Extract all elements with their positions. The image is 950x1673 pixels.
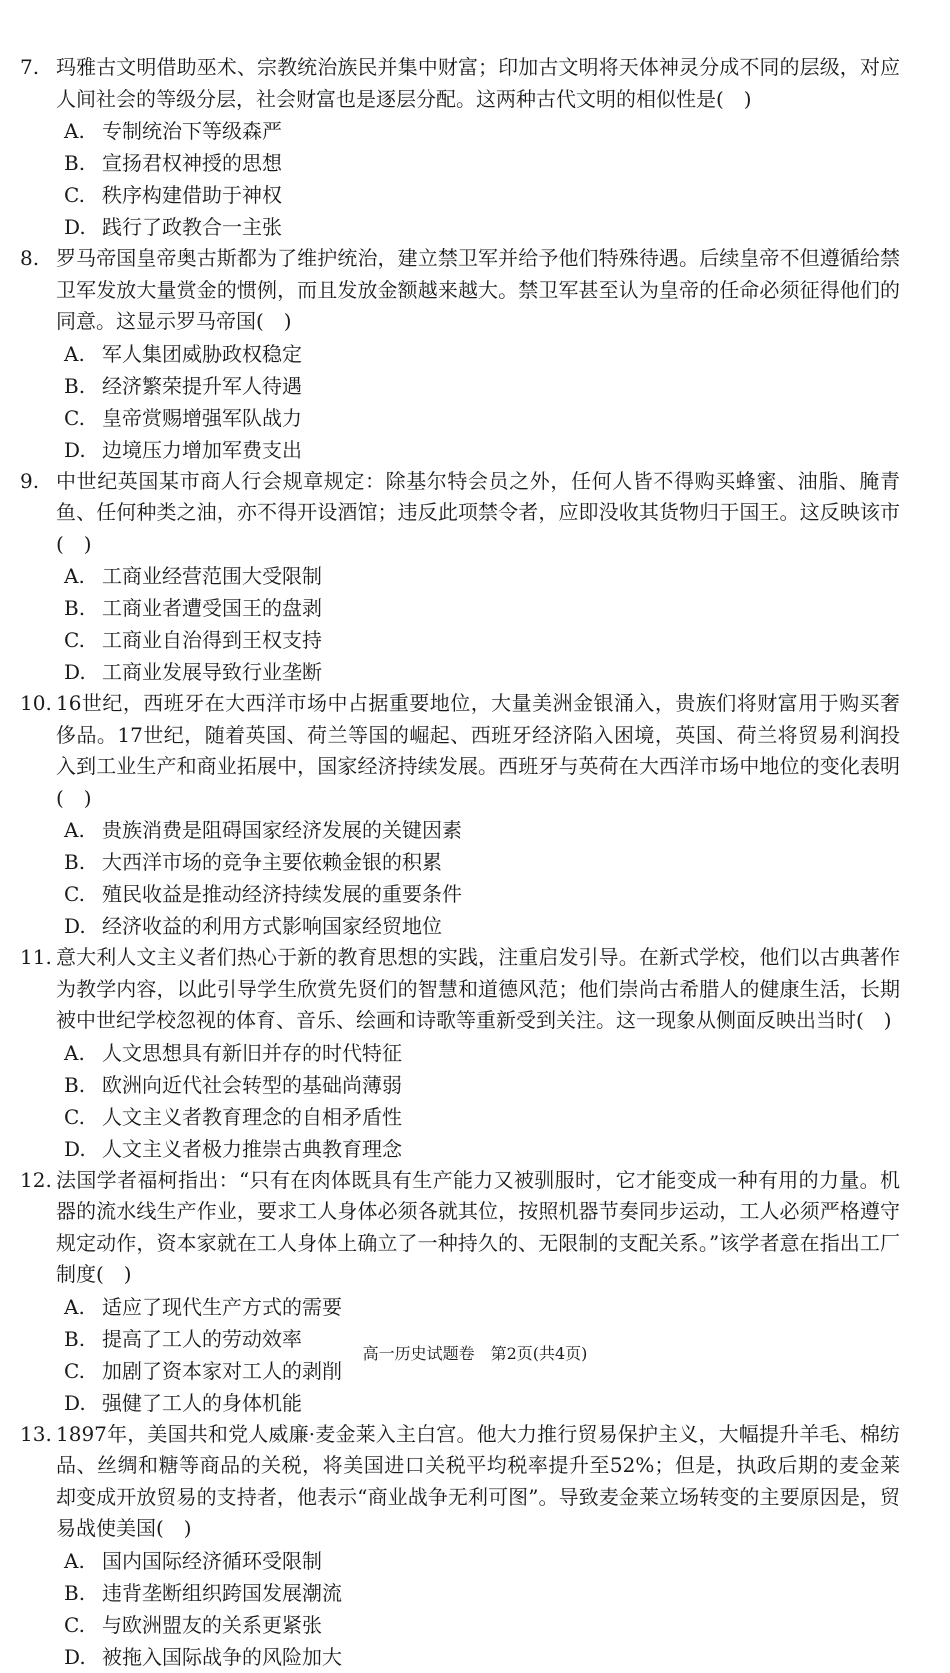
question-number: 12. xyxy=(20,1167,52,1192)
question-9 xyxy=(20,466,900,689)
question-number: 9. xyxy=(20,468,40,493)
option-text: 人文主义者极力推崇古典教育理念 xyxy=(102,1136,402,1161)
exam-page xyxy=(20,52,900,1673)
option-letter: D. xyxy=(64,437,86,462)
question-13 xyxy=(20,1419,900,1673)
option-letter: C. xyxy=(64,1612,85,1637)
option-d xyxy=(64,1387,496,1419)
option-text: 经济繁荣提升军人待遇 xyxy=(102,373,302,398)
options xyxy=(20,1037,900,1165)
option-c xyxy=(64,1101,496,1133)
option-c xyxy=(64,402,496,434)
option-letter: A. xyxy=(64,1294,85,1319)
option-text: 欧洲向近代社会转型的基础尚薄弱 xyxy=(102,1072,402,1097)
question-number: 13. xyxy=(20,1421,52,1446)
option-text: 人文思想具有新旧并存的时代特征 xyxy=(102,1040,402,1065)
options xyxy=(20,115,900,243)
option-b xyxy=(64,147,496,179)
option-text: 国内国际经济循环受限制 xyxy=(102,1548,322,1573)
question-text: 玛雅古文明借助巫术、宗教统治族民并集中财富；印加古文明将天体神灵分成不同的层级，对应人间社会的等级分层，社会财富也是逐层分配。这两种古代文明的相似性是( ) xyxy=(56,55,900,111)
option-d xyxy=(64,910,864,942)
question-text: 16世纪，西班牙在大西洋市场中占据重要地位，大量美洲金银涌入，贵族们将财富用于购买奢侈品。17世纪，随着英国、荷兰等国的崛起、西班牙经济陷入困境，英国、荷兰将贸易利润投入到工业生产和商业拓展中，国家经济持续发展。西班牙与英荷在大西洋市场中地位的变化表明( ) xyxy=(56,691,900,810)
options xyxy=(20,1545,900,1673)
question-stem xyxy=(20,1419,900,1545)
option-text: 提高了工人的劳动效率 xyxy=(102,1326,302,1351)
option-letter: D. xyxy=(64,1136,86,1161)
option-letter: C. xyxy=(64,1104,85,1129)
question-text: 1897年，美国共和党人威廉·麦金莱入主白宫。他大力推行贸易保护主义，大幅提升羊毛、棉纺品、丝绸和糖等商品的关税，将美国进口关税平均税率提升至52%；但是，执政后期的麦金莱却变成开放贸易的支持者，他表示“商业战争无利可图”。导致麦金莱立场转变的主要原因是，贸易战使美国( ) xyxy=(56,1421,900,1540)
option-c xyxy=(64,624,496,656)
option-text: 践行了政教合一主张 xyxy=(102,215,282,239)
option-c xyxy=(64,878,864,910)
option-letter: D. xyxy=(64,660,86,684)
option-text: 秩序构建借助于神权 xyxy=(102,183,282,207)
option-a xyxy=(64,1037,496,1069)
question-stem xyxy=(20,243,900,338)
option-letter: C. xyxy=(64,183,85,207)
option-a xyxy=(64,1291,496,1323)
option-b xyxy=(64,846,864,878)
option-letter: A. xyxy=(64,1040,85,1065)
question-number: 11. xyxy=(20,945,52,969)
question-8 xyxy=(20,243,900,466)
option-text: 大西洋市场的竞争主要依赖金银的积累 xyxy=(102,850,442,874)
option-text: 殖民收益是推动经济持续发展的重要条件 xyxy=(102,882,462,906)
option-d xyxy=(64,1641,496,1673)
options xyxy=(20,338,900,466)
option-a xyxy=(64,115,496,147)
option-a xyxy=(64,1545,496,1577)
question-10 xyxy=(20,688,900,942)
option-text: 贵族消费是阻碍国家经济发展的关键因素 xyxy=(102,818,462,842)
option-text: 适应了现代生产方式的需要 xyxy=(102,1294,342,1319)
option-text: 经济收益的利用方式影响国家经贸地位 xyxy=(102,914,442,938)
question-text: 中世纪英国某市商人行会规章规定：除基尔特会员之外，任何人皆不得购买蜂蜜、油脂、腌青鱼、任何种类之油，亦不得开设酒馆；违反此项禁令者，应即没收其货物归于国王。这反映该市( ) xyxy=(56,468,900,556)
option-letter: C. xyxy=(64,1358,85,1383)
options xyxy=(20,560,900,688)
option-letter: D. xyxy=(64,215,86,239)
option-text: 宣扬君权神授的思想 xyxy=(102,151,282,175)
option-text: 专制统治下等级森严 xyxy=(102,119,282,143)
option-a xyxy=(64,560,496,592)
option-letter: A. xyxy=(64,564,85,588)
question-text: 意大利人文主义者们热心于新的教育思想的实践，注重启发引导。在新式学校，他们以古典著作为教学内容，以此引导学生欣赏先贤们的智慧和道德风范；他们崇尚古希腊人的健康生活，长期被中世纪学校忽视的体育、音乐、绘画和诗歌等重新受到关注。这一现象从侧面反映出当时( ) xyxy=(56,945,900,1032)
option-text: 工商业经营范围大受限制 xyxy=(102,564,322,588)
page-footer: 高一历史试题卷 第2页(共4页) xyxy=(362,1344,588,1363)
option-letter: C. xyxy=(64,405,85,430)
option-text: 工商业发展导致行业垄断 xyxy=(102,660,322,684)
option-text: 人文主义者教育理念的自相矛盾性 xyxy=(102,1104,402,1129)
option-letter: C. xyxy=(64,628,85,652)
option-b xyxy=(64,1577,496,1609)
option-text: 工商业者遭受国王的盘剥 xyxy=(102,596,322,620)
option-letter: D. xyxy=(64,914,86,938)
question-7 xyxy=(20,52,900,243)
question-number: 8. xyxy=(20,246,40,270)
option-letter: B. xyxy=(64,151,86,175)
option-b xyxy=(64,1069,496,1101)
question-number: 7. xyxy=(20,55,40,79)
option-text: 加剧了资本家对工人的剥削 xyxy=(102,1358,342,1383)
option-letter: D. xyxy=(64,1390,86,1415)
option-d xyxy=(64,211,496,243)
options xyxy=(20,814,900,942)
option-text: 工商业自治得到王权支持 xyxy=(102,628,322,652)
question-text: 罗马帝国皇帝奥古斯都为了维护统治，建立禁卫军并给予他们特殊待遇。后续皇帝不但遵循给禁卫军发放大量赏金的惯例，而且发放金额越来越大。禁卫军甚至认为皇帝的任命必须征得他们的同意。这显示罗马帝国( ) xyxy=(56,246,900,333)
option-d xyxy=(64,434,496,466)
option-text: 皇帝赏赐增强军队战力 xyxy=(102,405,302,430)
option-letter: B. xyxy=(64,596,86,620)
question-number: 10. xyxy=(20,691,52,715)
question-stem xyxy=(20,688,900,814)
option-d xyxy=(64,656,496,688)
option-a xyxy=(64,814,864,846)
option-letter: A. xyxy=(64,119,85,143)
option-text: 与欧洲盟友的关系更紧张 xyxy=(102,1612,322,1637)
option-letter: B. xyxy=(64,1072,86,1097)
option-letter: B. xyxy=(64,1326,86,1351)
option-letter: A. xyxy=(64,818,85,842)
option-letter: D. xyxy=(64,1644,86,1669)
option-text: 边境压力增加军费支出 xyxy=(102,437,302,462)
question-stem xyxy=(20,1165,900,1291)
option-b xyxy=(64,370,496,402)
option-letter: A. xyxy=(64,1548,85,1573)
option-letter: C. xyxy=(64,882,85,906)
option-text: 军人集团威胁政权稳定 xyxy=(102,341,302,366)
option-d xyxy=(64,1133,496,1165)
question-11 xyxy=(20,942,900,1165)
option-b xyxy=(64,592,496,624)
option-a xyxy=(64,338,496,370)
question-stem xyxy=(20,466,900,561)
option-letter: B. xyxy=(64,850,86,874)
option-text: 违背垄断组织跨国发展潮流 xyxy=(102,1580,342,1605)
question-text: 法国学者福柯指出：“只有在肉体既具有生产能力又被驯服时，它才能变成一种有用的力量。机器的流水线生产作业，要求工人身体必须各就其位，按照机器节奏同步运动，工人必须严格遵守规定动作，资本家就在工人身体上确立了一种持久的、无限制的支配关系。”该学者意在指出工厂制度( ) xyxy=(56,1167,900,1286)
option-letter: B. xyxy=(64,373,86,398)
question-stem xyxy=(20,942,900,1037)
question-12 xyxy=(20,1165,900,1419)
option-text: 被拖入国际战争的风险加大 xyxy=(102,1644,342,1669)
option-text: 强健了工人的身体机能 xyxy=(102,1390,302,1415)
option-letter: B. xyxy=(64,1580,86,1605)
option-c xyxy=(64,179,496,211)
question-stem xyxy=(20,52,900,115)
option-letter: A. xyxy=(64,341,85,366)
option-c xyxy=(64,1609,496,1641)
